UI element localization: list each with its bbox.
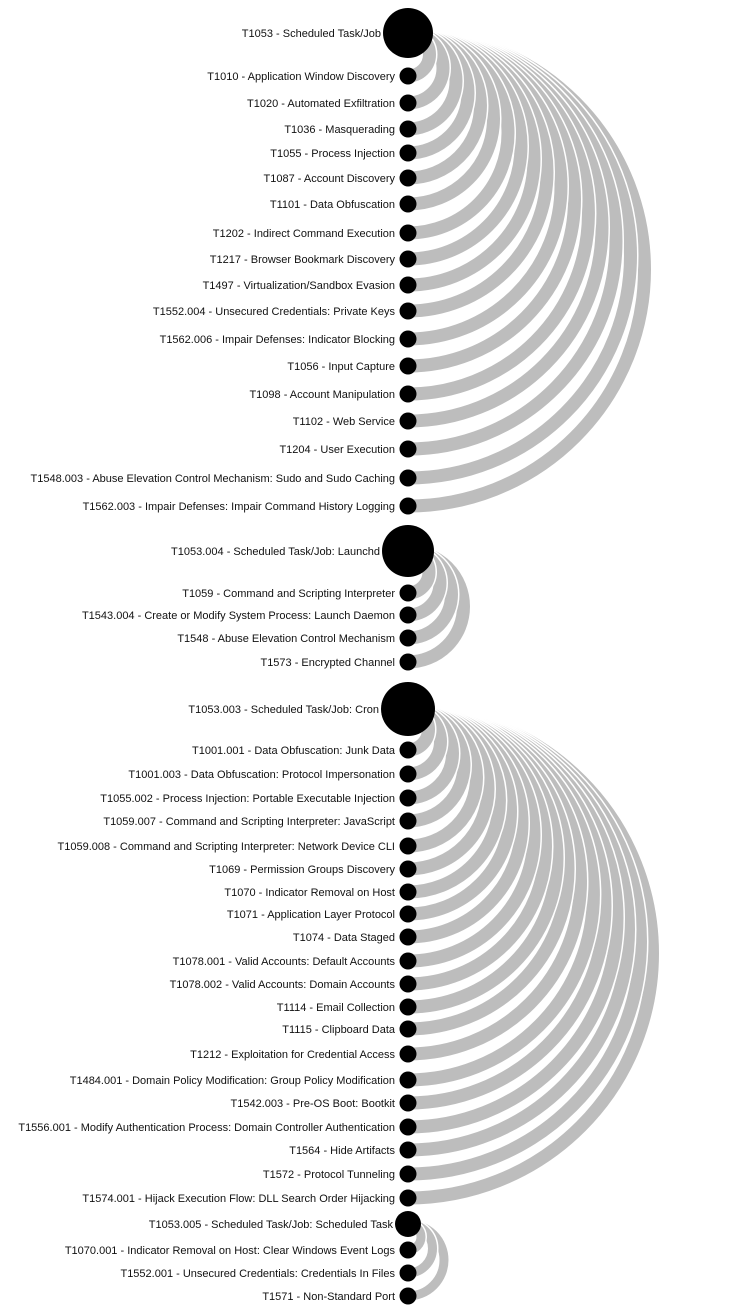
node-label: T1204 - User Execution: [279, 444, 395, 456]
node-label: T1001.001 - Data Obfuscation: Junk Data: [191, 745, 395, 757]
node-t1497[interactable]: [400, 277, 417, 294]
node-t1548-003[interactable]: [400, 470, 417, 487]
node-t1087[interactable]: [400, 170, 417, 187]
node-t1202[interactable]: [400, 225, 417, 242]
node-t1556-001[interactable]: [400, 1119, 417, 1136]
node-t1074[interactable]: [400, 929, 417, 946]
node-t1217[interactable]: [400, 251, 417, 268]
node-label: T1217 - Browser Bookmark Discovery: [209, 254, 395, 266]
node-t1212[interactable]: [400, 1046, 417, 1063]
node-t1571[interactable]: [400, 1288, 417, 1305]
node-label: T1020 - Automated Exfiltration: [247, 98, 395, 110]
node-label: T1548 - Abuse Elevation Control Mechanism: [177, 633, 395, 645]
node-label: T1036 - Masquerading: [284, 124, 395, 136]
node-t1204[interactable]: [400, 441, 417, 458]
node-t1484-001[interactable]: [400, 1072, 417, 1089]
node-t1059-007[interactable]: [400, 813, 417, 830]
node-t1078-002[interactable]: [400, 976, 417, 993]
node-label: T1001.003 - Data Obfuscation: Protocol Impersonation: [128, 769, 395, 781]
node-label: T1552.001 - Unsecured Credentials: Credentials In Files: [120, 1268, 395, 1280]
links-layer: [408, 33, 653, 1296]
node-label: T1070 - Indicator Removal on Host: [224, 887, 395, 899]
node-t1115[interactable]: [400, 1021, 417, 1038]
node-t1543-004[interactable]: [400, 607, 417, 624]
node-label: T1562.003 - Impair Defenses: Impair Command History Logging: [82, 501, 395, 513]
node-label: T1202 - Indirect Command Execution: [212, 228, 395, 240]
node-t1055-002[interactable]: [400, 790, 417, 807]
node-label: T1542.003 - Pre-OS Boot: Bootkit: [230, 1098, 395, 1110]
node-label: T1556.001 - Modify Authentication Process: Domain Controller Authentication: [18, 1122, 395, 1134]
node-t1020[interactable]: [400, 95, 417, 112]
node-t1056[interactable]: [400, 358, 417, 375]
node-t1036[interactable]: [400, 121, 417, 138]
node-t1055[interactable]: [400, 145, 417, 162]
node-label: T1102 - Web Service: [292, 416, 395, 428]
hub-node-t1053-005[interactable]: [395, 1211, 421, 1237]
node-t1069[interactable]: [400, 861, 417, 878]
node-t1001-001[interactable]: [400, 742, 417, 759]
node-label: T1573 - Encrypted Channel: [260, 657, 395, 669]
hub-node-t1053-004[interactable]: [382, 525, 434, 577]
node-label: T1074 - Data Staged: [292, 932, 395, 944]
labels-layer: [18, 28, 396, 1303]
node-label: T1055.002 - Process Injection: Portable Executable Injection: [100, 793, 395, 805]
node-t1078-001[interactable]: [400, 953, 417, 970]
node-label: T1562.006 - Impair Defenses: Indicator Blocking: [159, 334, 395, 346]
node-label: T1056 - Input Capture: [287, 361, 395, 373]
node-label: T1574.001 - Hijack Execution Flow: DLL Search Order Hijacking: [82, 1193, 395, 1205]
node-t1010[interactable]: [400, 68, 417, 85]
hub-node-t1053-003[interactable]: [381, 682, 435, 736]
node-label: T1115 - Clipboard Data: [282, 1024, 395, 1036]
hub-label: T1053 - Scheduled Task/Job: [241, 28, 381, 40]
node-label: T1552.004 - Unsecured Credentials: Private Keys: [152, 306, 395, 318]
node-t1552-004[interactable]: [400, 303, 417, 320]
node-t1102[interactable]: [400, 413, 417, 430]
node-label: T1098 - Account Manipulation: [249, 389, 395, 401]
hub-label: T1053.003 - Scheduled Task/Job: Cron: [188, 704, 379, 716]
node-label: T1087 - Account Discovery: [263, 173, 395, 185]
node-label: T1071 - Application Layer Protocol: [226, 909, 395, 921]
node-t1101[interactable]: [400, 196, 417, 213]
node-label: T1548.003 - Abuse Elevation Control Mechanism: Sudo and Sudo Caching: [30, 473, 395, 485]
node-label: T1055 - Process Injection: [270, 148, 395, 160]
node-label: T1059.008 - Command and Scripting Interpreter: Network Device CLI: [57, 841, 395, 853]
node-label: T1070.001 - Indicator Removal on Host: Clear Windows Event Logs: [64, 1245, 395, 1257]
node-label: T1069 - Permission Groups Discovery: [209, 864, 395, 876]
node-label: T1078.002 - Valid Accounts: Domain Accounts: [169, 979, 395, 991]
node-t1542-003[interactable]: [400, 1095, 417, 1112]
node-t1098[interactable]: [400, 386, 417, 403]
hub-node-t1053[interactable]: [383, 8, 433, 58]
node-label: T1484.001 - Domain Policy Modification: Group Policy Modification: [69, 1075, 395, 1087]
node-label: T1212 - Exploitation for Credential Access: [190, 1049, 395, 1061]
node-t1001-003[interactable]: [400, 766, 417, 783]
node-t1114[interactable]: [400, 999, 417, 1016]
hub-label: T1053.005 - Scheduled Task/Job: Scheduled Task: [148, 1219, 393, 1231]
node-label: T1059 - Command and Scripting Interpreter: [182, 588, 395, 600]
node-label: T1543.004 - Create or Modify System Process: Launch Daemon: [81, 610, 395, 622]
node-t1564[interactable]: [400, 1142, 417, 1159]
node-t1552-001[interactable]: [400, 1265, 417, 1282]
node-t1070[interactable]: [400, 884, 417, 901]
node-label: T1571 - Non-Standard Port: [262, 1291, 395, 1303]
node-label: T1497 - Virtualization/Sandbox Evasion: [202, 280, 395, 292]
node-label: T1059.007 - Command and Scripting Interpreter: JavaScript: [103, 816, 395, 828]
node-t1574-001[interactable]: [400, 1190, 417, 1207]
node-t1071[interactable]: [400, 906, 417, 923]
hub-label: T1053.004 - Scheduled Task/Job: Launchd: [171, 546, 380, 558]
node-t1572[interactable]: [400, 1166, 417, 1183]
node-label: T1101 - Data Obfuscation: [269, 199, 395, 211]
node-t1548[interactable]: [400, 630, 417, 647]
node-t1573[interactable]: [400, 654, 417, 671]
node-label: T1010 - Application Window Discovery: [207, 71, 395, 83]
node-t1059-008[interactable]: [400, 838, 417, 855]
node-t1070-001[interactable]: [400, 1242, 417, 1259]
node-label: T1572 - Protocol Tunneling: [262, 1169, 395, 1181]
node-label: T1078.001 - Valid Accounts: Default Accounts: [172, 956, 395, 968]
node-label: T1564 - Hide Artifacts: [289, 1145, 395, 1157]
node-label: T1114 - Email Collection: [276, 1002, 395, 1014]
node-t1562-006[interactable]: [400, 331, 417, 348]
node-t1059[interactable]: [400, 585, 417, 602]
node-t1562-003[interactable]: [400, 498, 417, 515]
